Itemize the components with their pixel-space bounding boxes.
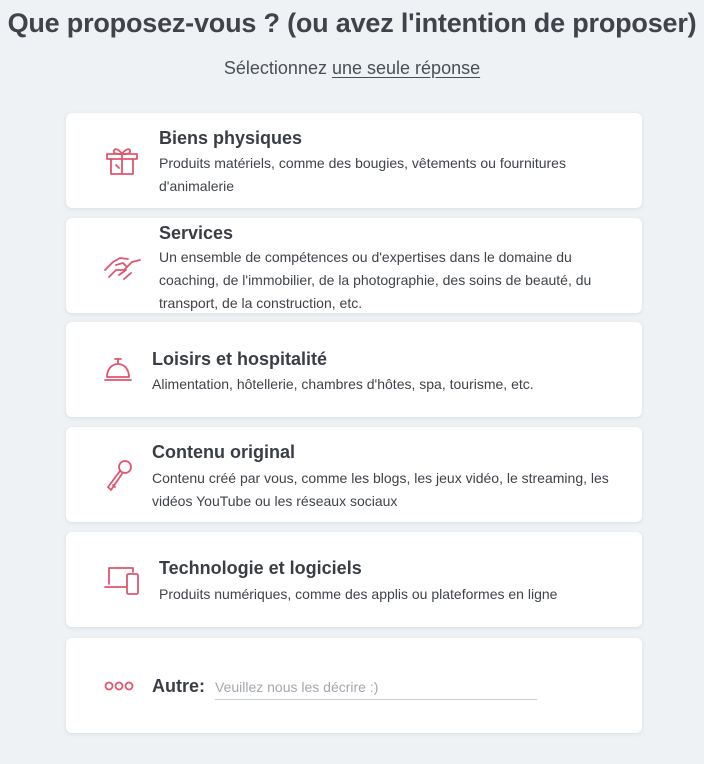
option-title: Loisirs et hospitalité [152, 349, 328, 369]
microphone-icon [104, 458, 134, 492]
option-card-leisure-hospitality[interactable] [66, 322, 642, 417]
other-label: Autre: [152, 676, 205, 696]
option-description: Produits numériques, comme des applis ou plateformes en ligne [159, 586, 558, 602]
service-bell-icon [104, 355, 132, 383]
more-dots-icon [104, 680, 134, 692]
page-title: Que proposez-vous ? (ou avez l'intention de proposer) [7, 8, 697, 38]
option-description: Produits matériels, comme des bougies, vêtements ou fournitures d'animalerie [159, 155, 566, 194]
option-description: Un ensemble de compétences ou d'expertises dans le domaine du coaching, de l'immobilier, de la photographie, des soins de beauté, du transport, de la construction, etc. [159, 249, 592, 311]
page-subtitle [0, 58, 704, 79]
option-description: Contenu créé par vous, comme les blogs, les jeux vidéo, le streaming, les vidéos YouTube ou les réseaux sociaux [152, 470, 609, 509]
devices-icon [104, 564, 142, 596]
option-description: Alimentation, hôtellerie, chambres d'hôtes, spa, tourisme, etc. [152, 376, 534, 392]
option-title: Biens physiques [159, 128, 303, 148]
subtitle-prefix: Sélectionnez [223, 58, 327, 78]
option-card-physical-goods[interactable] [66, 113, 642, 208]
option-title: Technologie et logiciels [159, 558, 362, 578]
option-card-technology-software[interactable] [66, 532, 642, 627]
option-card-original-content[interactable] [66, 427, 642, 522]
option-card-services[interactable] [66, 218, 642, 313]
other-description-input[interactable] [215, 675, 537, 700]
option-title: Services [159, 223, 234, 243]
option-card-other[interactable] [66, 638, 642, 733]
handshake-icon [104, 250, 142, 282]
subtitle-emphasis: une seule réponse [331, 58, 481, 78]
option-title: Contenu original [152, 442, 295, 462]
gift-box-icon [104, 145, 140, 177]
